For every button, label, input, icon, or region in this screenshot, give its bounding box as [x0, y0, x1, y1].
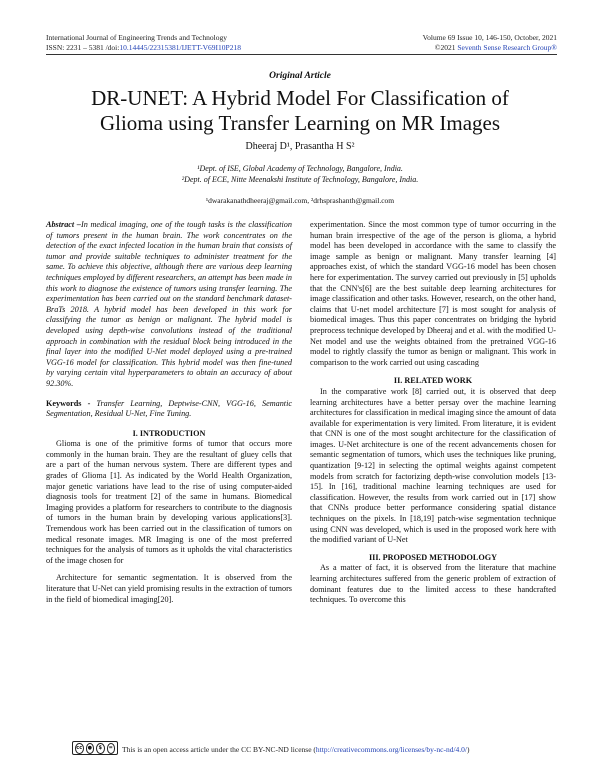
abstract — [46, 220, 292, 390]
header-divider — [46, 54, 557, 55]
cc-license-badge — [72, 741, 118, 755]
journal-name: International Journal of Engineering Trends and Technology — [46, 33, 227, 42]
authors: Dheeraj D¹, Prasantha H S² — [245, 141, 355, 152]
issn-prefix: ISSN: 2231 – 5381 /doi: — [46, 43, 120, 52]
methodology-heading: III. PROPOSED METHODOLOGY — [368, 552, 498, 562]
keywords-text: Transfer Learning, Deptwise-CNN, VGG-16, Semantic Segmentation, Residual U-Net, Fine Tuning. — [46, 398, 292, 419]
intro-heading: I. INTRODUCTION — [132, 428, 206, 438]
right-column — [310, 220, 556, 606]
issn-doi — [46, 43, 241, 53]
intro-paragraph-2: Architecture for semantic segmentation. It is observed from the literature that U-Net can yield promising results in the extraction of tumors in the field of biomedical imaging[20]. — [46, 573, 292, 604]
nd-icon: = — [107, 743, 116, 754]
related-work-heading: II. RELATED WORK — [393, 376, 473, 386]
abstract-label: Abstract – — [46, 220, 81, 229]
related-work-paragraph: In the comparative work [8] carried out, it is observed that deep learning architectures have a better persay over the machine learning architectures for classification in medical imaging since the amount of data available for experimentation is very limited. From literature, it is evident that CNN is one of the most sought architecture for the classification of images. U-Net architecture is one of the recent advancements chosen for semantic segmentation of tumors, which uses the techniques like pruning, quantization [9-12] in selecting the optimal weights against competent models from scratch for factorizing depth-wise convolution models [13-15]. In [16], traditional machine learning techniques are used for classification. However, the results from work carried out in [17] show that CNNs produce better performance considering spatial distance techniques on the pixels. In [18,19] patch-wise segmentation technique using CNN was developed, which is used in the proposed work here with the modified variant of U-Net — [310, 386, 556, 545]
by-icon: ● — [86, 743, 95, 754]
keywords-label: Keywords - — [46, 398, 91, 408]
paper-title: DR-UNET: A Hybrid Model For Classification of Glioma using Transfer Learning on MR Images — [91, 86, 509, 135]
license-text: This is an open access article under the CC BY-NC-ND license ( — [122, 745, 316, 754]
copyright-prefix: ©2021 — [434, 43, 458, 52]
methodology-paragraph: As a matter of fact, it is observed from the literature that machine learning architectures suffered from the generic problem of extraction of dominant features due to the limited access to these handcrafted techniques. To overcome this — [310, 563, 556, 605]
publisher-link[interactable]: Seventh Sense Research Group® — [457, 43, 557, 52]
affiliation-1: ¹Dept. of ISE, Global Academy of Technology, Bangalore, India. — [197, 164, 403, 173]
nc-icon: $ — [96, 743, 105, 754]
intro-paragraph-1: Glioma is one of the primitive forms of tumor that occurs more commonly in the human brain. They are the resultant of gluey cells that are a part of the human nervous system. There are different types and grades of Glioma [1]. As indicated by the World Health Organization, major genetic variations have lead to the rise of using computer-aided diagnosis tools for treatment [2] of the same in humans. Biomedical Imaging provides a platform for researchers to contribute to the diagnosis of tumors in the human brain by developing various applications[3]. Tremendous work has been carried out in the classification of tumors on medical resonate images. MR Imaging is one of the most preferred techniques for the analysis of tumors as it upholds the vital characteristics of the image chosen for — [46, 439, 292, 565]
article-kind: Original Article — [269, 71, 331, 81]
author-emails: ¹dwarakanathdheeraj@gmail.com, ²drhsprashanth@gmail.com — [205, 196, 395, 205]
license-link[interactable]: http://creativecommons.org/licenses/by-nc-nd/4.0/ — [315, 745, 467, 754]
license-close: ) — [466, 745, 470, 754]
right-paragraph-1: experimentation. Since the most common type of tumor occurring in the human brain irrespective of the age of the person is glioma, a hybrid model has been developed in accordance with the same to classify the image sample as benign or malignant. Many transfer learning [4] approaches exist, of which the standard VGG-16 model has been chosen here for experimentation. The survey carried out previously in [5] upholds that the CNN's[6] are the best suitable deep learning architectures for image classification and other tasks. However, research, on the other hand, claims that U-net model architecture [7] is most sought for analysis of biomedical images. Thus this paper concentrates on bridging the hybrid preprocess technique developed by Dheeraj and et al. with the modified U-Net model and use the weights obtained from the pretrained VGG-16 model to rightly classify the tumor as benign or malignant. This work in comparison to the work carried out using cascading — [310, 220, 556, 367]
affiliation-2: ²Dept. of ECE, Nitte Meenakshi Institute of Technology, Bangalore, India. — [181, 175, 419, 184]
keywords — [46, 399, 292, 420]
abstract-text: In medical imaging, one of the tough tasks is the classification of tumors present in the human brain. The work concentrates on the detection of the exact infected location in the human brain that consists of tumor and provide suitable techniques to administer treatment for the same. To achieve this objective, although there are various deep learning techniques employed by different researchers, an attempt has been made in this work to diagnose the existence of tumors using transfer learning. The experimentation has been carried out on the standard benchmark dataset-BraTs 2018. A hybrid model has been developed in this work for classifying the tumor as benign or malignant. The hybrid model is developed using depth-wise convolutions instead of the traditional approach in combination with the residual block being introduced in the final layer into the modified U-Net model deployed using a pre-trained VGG-16 model for classification. This hybrid model was then fine-tuned by varying certain vital hyperparameters to obtain an accuracy of about 92.30%. — [46, 220, 292, 388]
license-notice — [122, 745, 469, 754]
left-column — [46, 220, 292, 605]
volume-info: Volume 69 Issue 10, 146-150, October, 2021 — [422, 33, 557, 42]
copyright — [435, 43, 557, 53]
doi-link[interactable]: 10.14445/22315381/IJETT-V69I10P218 — [119, 43, 241, 52]
cc-icon: cc — [75, 743, 84, 754]
